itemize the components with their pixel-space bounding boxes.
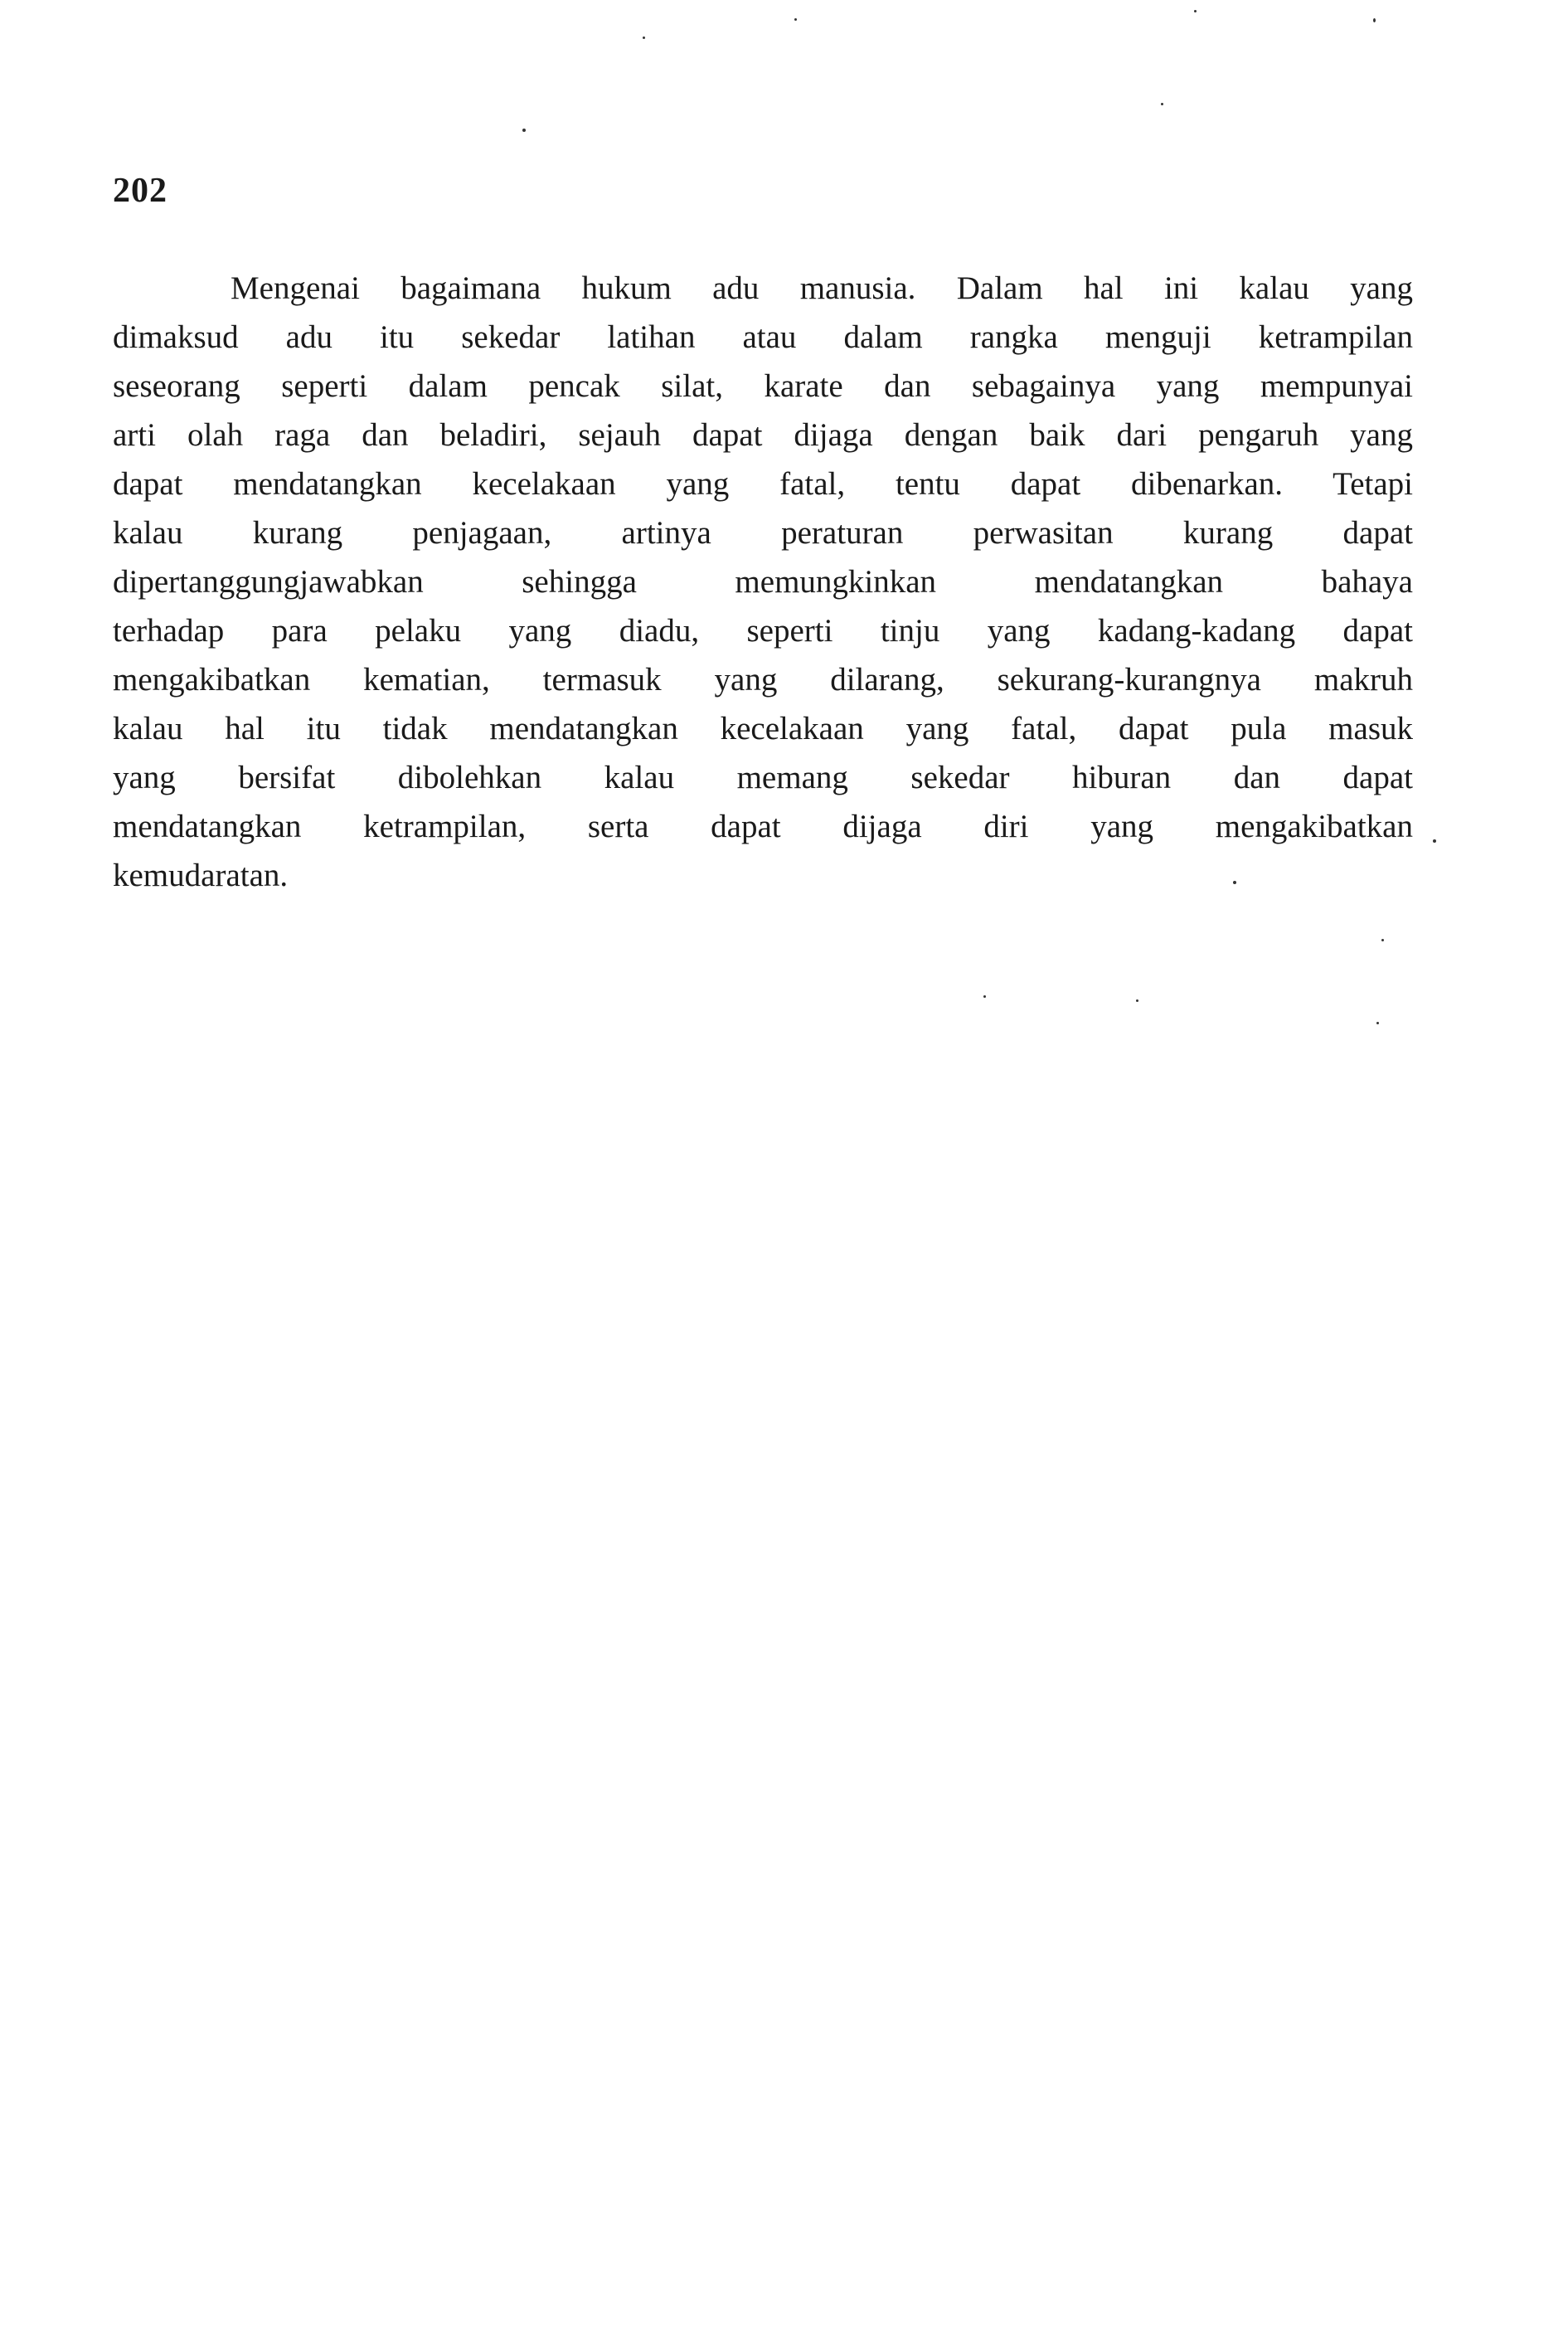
scan-speck bbox=[1381, 939, 1384, 941]
text-line: dipertanggungjawabkan sehingga memungkinkan mendatangkan bahaya bbox=[113, 564, 1413, 600]
scan-speck bbox=[643, 36, 645, 39]
scan-speck bbox=[1373, 18, 1376, 22]
text-line: mendatangkan ketrampilan, serta dapat dijaga diri yang mengakibatkan bbox=[113, 809, 1413, 844]
scan-speck bbox=[1161, 103, 1163, 105]
text-line: dimaksud adu itu sekedar latihan atau dalam rangka menguji ketrampilan bbox=[113, 319, 1413, 355]
scan-speck bbox=[1376, 1022, 1379, 1024]
text-line: kemudaratan. bbox=[113, 858, 289, 893]
text-line: mengakibatkan kematian, termasuk yang dilarang, sekurang-kurangnya makruh bbox=[113, 662, 1413, 698]
scan-speck bbox=[1136, 999, 1138, 1002]
scan-speck bbox=[1233, 881, 1236, 884]
text-line: yang bersifat dibolehkan kalau memang sekedar hiburan dan dapat bbox=[113, 760, 1413, 795]
scan-speck bbox=[983, 995, 986, 998]
text-line: Mengenai bagaimana hukum adu manusia. Dalam hal ini kalau yang bbox=[231, 270, 1413, 306]
text-line: kalau kurang penjagaan, artinya peraturan perwasitan kurang dapat bbox=[113, 515, 1413, 551]
text-line: terhadap para pelaku yang diadu, seperti tinju yang kadang-kadang dapat bbox=[113, 613, 1413, 649]
text-line: arti olah raga dan beladiri, sejauh dapat dijaga dengan baik dari pengaruh yang bbox=[113, 417, 1413, 453]
page-number: 202 bbox=[113, 172, 167, 210]
scan-speck bbox=[794, 18, 797, 21]
text-line: dapat mendatangkan kecelakaan yang fatal, tentu dapat dibenarkan. Tetapi bbox=[113, 466, 1413, 502]
paragraph bbox=[113, 264, 1413, 900]
scan-speck bbox=[522, 129, 526, 132]
scan-speck bbox=[1194, 10, 1197, 12]
text-line: kalau hal itu tidak mendatangkan kecelakaan yang fatal, dapat pula masuk bbox=[113, 711, 1413, 746]
scan-speck bbox=[1433, 839, 1436, 843]
text-line: seseorang seperti dalam pencak silat, karate dan sebagainya yang mempunyai bbox=[113, 368, 1413, 404]
